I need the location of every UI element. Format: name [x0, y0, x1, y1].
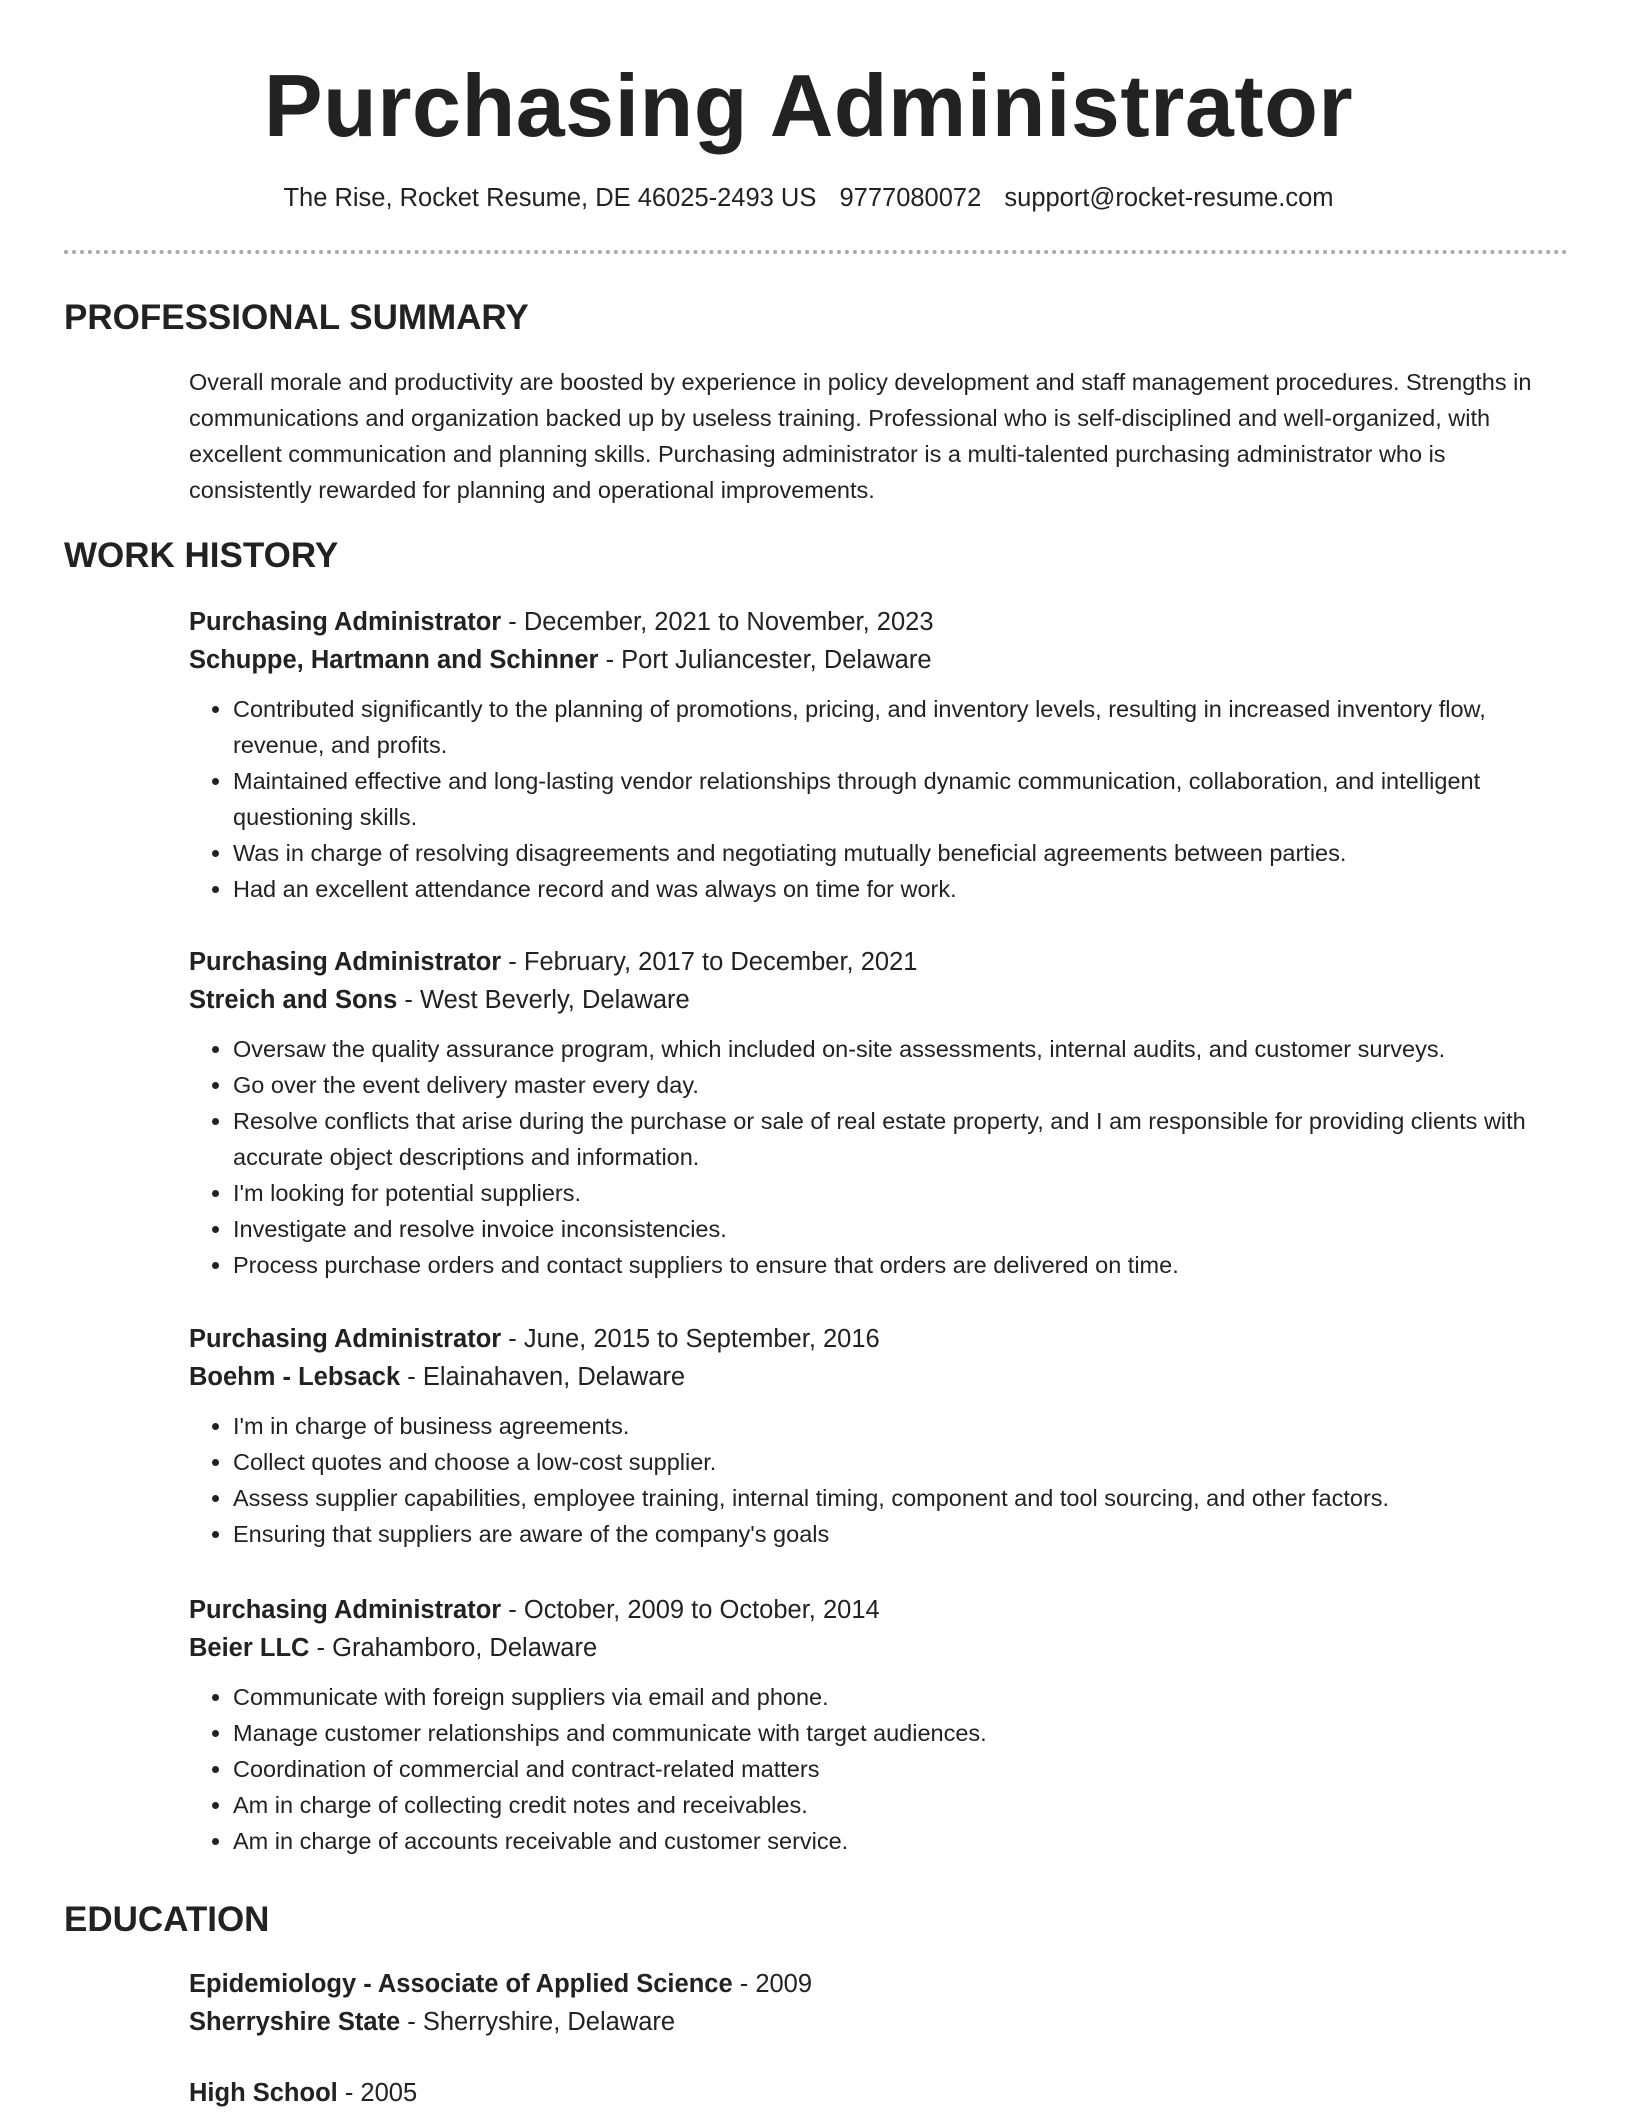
job-bullet: • Go over the event delivery master every day. — [233, 1067, 1569, 1103]
contact-line — [0, 180, 1617, 216]
job-bullet: • I'm in charge of business agreements. — [233, 1408, 1569, 1444]
job-bullet: • Had an excellent attendance record and was always on time for work. — [233, 871, 1569, 907]
education-degree: High School — [189, 2079, 338, 2107]
job-bullet: • Oversaw the quality assurance program, which included on-site assessments, internal audits, and customer surveys. — [233, 1031, 1569, 1067]
job-role: Purchasing Administrator — [189, 608, 502, 636]
job-bullet: • Investigate and resolve invoice inconsistencies. — [233, 1211, 1569, 1247]
education-degree-line — [189, 2074, 1569, 2112]
education-entry — [189, 1965, 1569, 2041]
job-company: Boehm - Lebsack — [189, 1363, 401, 1391]
job-title-line — [189, 943, 1569, 981]
job-bullet: • Manage customer relationships and communicate with target audiences. — [233, 1715, 1569, 1751]
job-bullet: • Am in charge of collecting credit notes and receivables. — [233, 1787, 1569, 1823]
job-dates: - December, 2021 to November, 2023 — [501, 608, 934, 636]
job-company-line — [189, 1358, 1569, 1396]
education-degree: Epidemiology - Associate of Applied Science — [189, 1970, 733, 1998]
education-entry — [189, 2074, 1569, 2112]
job-dates: - June, 2015 to September, 2016 — [501, 1325, 880, 1353]
education-school: Sherryshire State — [189, 2008, 401, 2036]
job-bullet: • Maintained effective and long-lasting vendor relationships through dynamic communication, collaboration, and intelligent questioning skills. — [233, 763, 1569, 835]
job-role: Purchasing Administrator — [189, 1596, 502, 1624]
job-title-line — [189, 1591, 1569, 1629]
contact-address: The Rise, Rocket Resume, DE 46025-2493 US — [283, 184, 817, 212]
job-bullet: • Ensuring that suppliers are aware of the company's goals — [233, 1516, 1569, 1552]
education-year: - 2005 — [337, 2079, 418, 2107]
header-divider — [64, 250, 1568, 254]
job-location: - Elainahaven, Delaware — [400, 1363, 686, 1391]
job-entry — [189, 1591, 1569, 1859]
job-company-line — [189, 641, 1569, 679]
job-bullets — [189, 1031, 1569, 1283]
education-heading: EDUCATION — [64, 1900, 270, 1939]
job-bullet: • Communicate with foreign suppliers via email and phone. — [233, 1679, 1569, 1715]
contact-phone: 9777080072 — [839, 184, 982, 212]
job-location: - Grahamboro, Delaware — [309, 1634, 598, 1662]
job-bullet: • Resolve conflicts that arise during the purchase or sale of real estate property, and I am responsible for providing clients with accurate object descriptions and information. — [233, 1103, 1569, 1175]
education-school-line — [189, 2003, 1569, 2041]
job-company: Beier LLC — [189, 1634, 310, 1662]
education-location: - Sherryshire, Delaware — [400, 2008, 676, 2036]
contact-email: support@rocket-resume.com — [1004, 184, 1334, 212]
job-company: Schuppe, Hartmann and Schinner — [189, 646, 599, 674]
education-year: - 2009 — [732, 1970, 813, 1998]
job-role: Purchasing Administrator — [189, 948, 502, 976]
job-bullet: • I'm looking for potential suppliers. — [233, 1175, 1569, 1211]
job-bullet: • Assess supplier capabilities, employee training, internal timing, component and tool sourcing, and other factors. — [233, 1480, 1569, 1516]
job-company: Streich and Sons — [189, 986, 398, 1014]
work-history-heading: WORK HISTORY — [64, 536, 339, 575]
job-bullet: • Coordination of commercial and contract-related matters — [233, 1751, 1569, 1787]
job-bullet: • Was in charge of resolving disagreements and negotiating mutually beneficial agreements between parties. — [233, 835, 1569, 871]
job-bullets — [189, 1679, 1569, 1859]
job-dates: - October, 2009 to October, 2014 — [501, 1596, 880, 1624]
job-bullet: • Am in charge of accounts receivable and customer service. — [233, 1823, 1569, 1859]
job-bullets — [189, 691, 1569, 907]
job-title-line — [189, 603, 1569, 641]
job-company-line — [189, 1629, 1569, 1667]
job-entry — [189, 603, 1569, 907]
job-dates: - February, 2017 to December, 2021 — [501, 948, 918, 976]
job-location: - Port Juliancester, Delaware — [598, 646, 932, 674]
resume-name: Purchasing Administrator — [263, 56, 1354, 155]
job-title-line — [189, 1320, 1569, 1358]
job-bullets — [189, 1408, 1569, 1552]
education-degree-line — [189, 1965, 1569, 2003]
job-role: Purchasing Administrator — [189, 1325, 502, 1353]
job-entry — [189, 943, 1569, 1283]
job-bullet: • Process purchase orders and contact suppliers to ensure that orders are delivered on time. — [233, 1247, 1569, 1283]
job-company-line — [189, 981, 1569, 1019]
job-bullet: • Contributed significantly to the planning of promotions, pricing, and inventory levels, resulting in increased inventory flow, revenue, and profits. — [233, 691, 1569, 763]
summary-heading: PROFESSIONAL SUMMARY — [64, 298, 529, 337]
job-entry — [189, 1320, 1569, 1552]
job-location: - West Beverly, Delaware — [397, 986, 690, 1014]
summary-text: Overall morale and productivity are boosted by experience in policy development and staff management procedures. Strengths in communications and organization backed up by useless training. Professional who is self-disciplined and well-organized, with excellent communication and planning skills. Purchasing administrator is a multi-talented purchasing administrator who is consistently rewarded for planning and operational improvements. — [189, 369, 1532, 503]
job-bullet: • Collect quotes and choose a low-cost supplier. — [233, 1444, 1569, 1480]
